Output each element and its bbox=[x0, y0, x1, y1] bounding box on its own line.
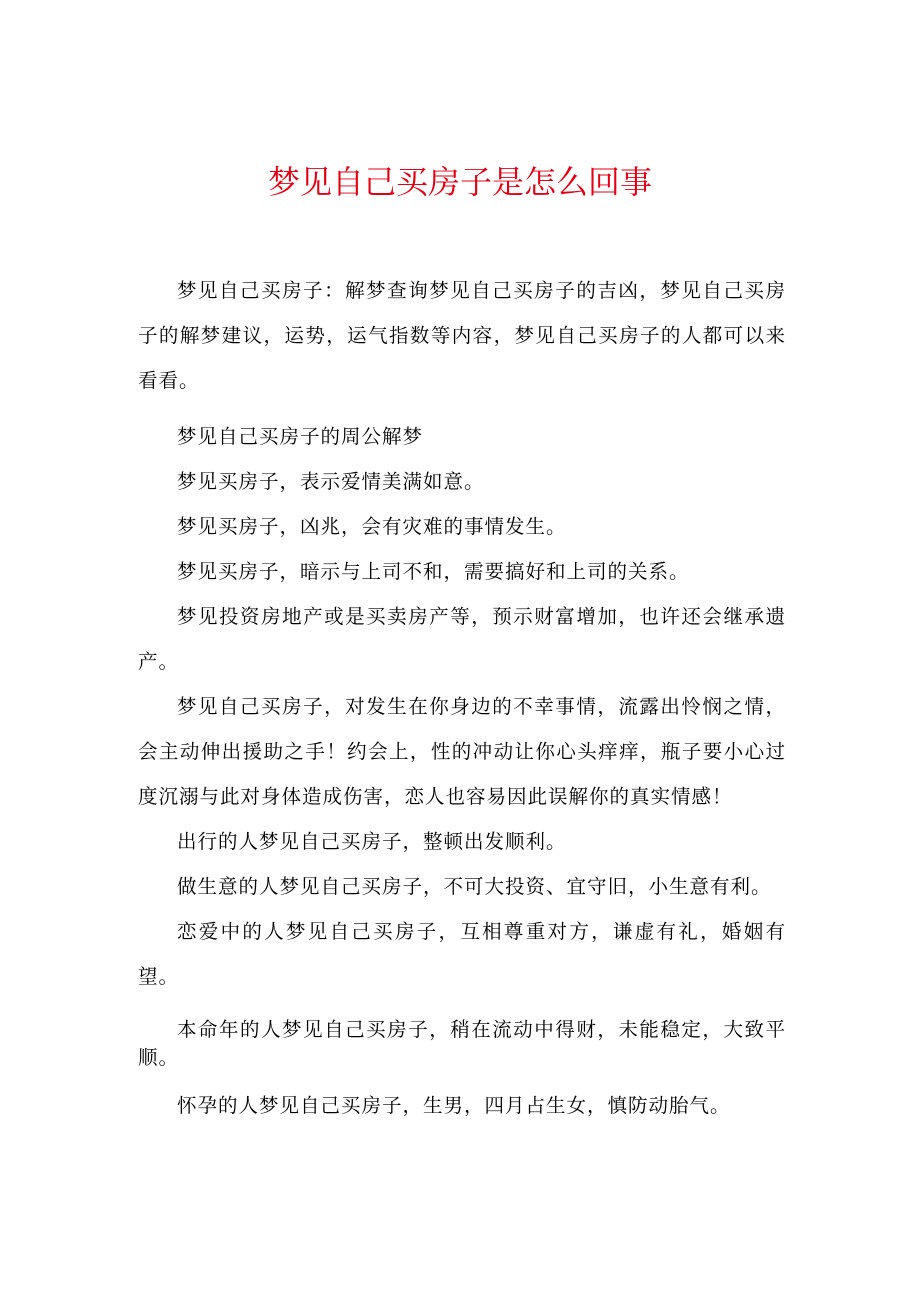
document-title: 梦见自己买房子是怎么回事 bbox=[267, 163, 652, 201]
paragraph: 本命年的人梦见自己买房子，稍在流动中得财，未能稳定，大致平顺。 bbox=[138, 1018, 786, 1069]
paragraph: 梦见自己买房子，对发生在你身边的不幸事情，流露出怜悯之情，会主动伸出援助之手！约会上，性的冲动让你心头痒痒，瓶子要小心过度沉溺与此对身体造成伤害，恋人也容易因此误解你的真实情感！ bbox=[138, 695, 786, 808]
paragraph: 怀孕的人梦见自己买房子，生男，四月占生女，慎防动胎气。 bbox=[177, 1094, 731, 1117]
paragraph: 做生意的人梦见自己买房子，不可大投资、宜守旧，小生意有利。 bbox=[177, 875, 772, 898]
paragraph-heading: 梦见自己买房子的周公解梦 bbox=[177, 425, 424, 448]
paragraph: 梦见买房子，表示爱情美满如意。 bbox=[177, 470, 485, 493]
paragraph: 梦见买房子，暗示与上司不和，需要搞好和上司的关系。 bbox=[177, 560, 690, 583]
paragraph: 恋爱中的人梦见自己买房子，互相尊重对方，谦虚有礼，婚姻有望。 bbox=[138, 920, 786, 988]
paragraph: 梦见买房子，凶兆，会有灾难的事情发生。 bbox=[177, 515, 567, 538]
paragraph-intro: 梦见自己买房子：解梦查询梦见自己买房子的吉凶，梦见自己买房子的解梦建议，运势，运气指数等内容，梦见自己买房子的人都可以来看看。 bbox=[138, 279, 786, 392]
paragraph: 出行的人梦见自己买房子，整顿出发顺利。 bbox=[177, 830, 567, 853]
paragraph: 梦见投资房地产或是买卖房产等，预示财富增加，也许还会继承遗产。 bbox=[138, 605, 786, 673]
document-body bbox=[138, 268, 786, 1145]
